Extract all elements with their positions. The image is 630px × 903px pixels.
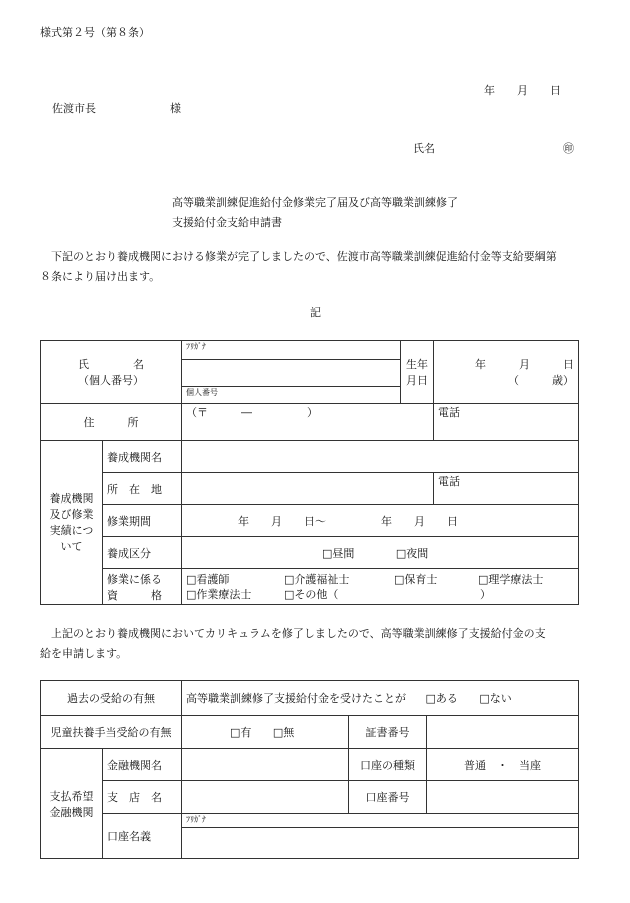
completion-line1: 上記のとおり養成機関においてカリキュラムを修了しましたので、高等職業訓練修了支援給付金の支 — [51, 627, 546, 640]
applicant-name-label: 氏名 — [413, 142, 435, 155]
category-cell[interactable] — [182, 537, 579, 569]
postal-code: （〒 ― ） — [186, 406, 318, 419]
bank-name-label: 金融機関名 — [103, 749, 182, 781]
branch-cell[interactable] — [182, 781, 349, 814]
child-yes[interactable]: □有 — [230, 726, 252, 739]
qual-other[interactable]: □その他（ — [284, 587, 339, 601]
payment-table — [40, 680, 579, 859]
seal-mark: ㊞ — [563, 142, 574, 155]
past-yes[interactable]: □ある — [425, 692, 458, 705]
certificate-number-label: 証書番号 — [349, 716, 427, 749]
intro-line1: 下記のとおり養成機関における修業が完了しましたので、佐渡市高等職業訓練促進給付金等支給要綱第 — [51, 250, 557, 263]
account-holder-cell[interactable] — [182, 828, 579, 859]
past-receipt-question: 高等職業訓練修了支援給付金を受けたことが — [186, 692, 406, 705]
qual-nurse[interactable]: □看護師 — [186, 572, 230, 586]
period-label: 修業期間 — [103, 505, 182, 537]
addressee-honorific: 様 — [170, 102, 181, 115]
birth-label-cell — [401, 341, 434, 404]
document-title-line2: 支援給付金支給申請書 — [172, 216, 282, 229]
location-label: 所 在 地 — [103, 473, 182, 505]
bank-group-label — [41, 749, 103, 859]
name-input-cell[interactable] — [182, 360, 401, 387]
form-number: 様式第２号（第８条） — [40, 26, 150, 39]
past-receipt-label: 過去の受給の有無 — [41, 681, 182, 716]
institution-group-label: 養成機関及び修業実績について — [41, 441, 103, 605]
bank-group-label-1: 支払希望 — [49, 789, 94, 803]
applicant-table — [40, 340, 579, 605]
qual-other-close: ） — [480, 587, 491, 601]
qual-physiotherapist[interactable]: □理学療法士 — [478, 572, 544, 586]
qual-occupational-therapist[interactable]: □作業療法士 — [186, 587, 252, 601]
phone-label-2: 電話 — [438, 475, 460, 488]
mynumber-cell[interactable] — [182, 387, 401, 404]
institution-name-cell[interactable] — [182, 441, 579, 473]
kojin-bango-label: 個人番号 — [186, 388, 218, 397]
category-night[interactable]: □夜間 — [395, 546, 429, 560]
qualification-options — [182, 569, 579, 605]
bank-group-label-2: 金融機関 — [49, 805, 94, 819]
account-type-label: 口座の種類 — [349, 749, 427, 781]
birth-date-value: 年 月 日 — [475, 358, 574, 371]
branch-label: 支 店 名 — [103, 781, 182, 814]
past-no[interactable]: □ない — [479, 692, 512, 705]
child-allowance-cell — [182, 716, 349, 749]
name-label: 氏 名 — [78, 358, 144, 371]
birth-label-2: 月日 — [406, 374, 428, 387]
address-phone-cell[interactable] — [434, 404, 579, 441]
child-no[interactable]: □無 — [272, 726, 295, 739]
child-allowance-label: 児童扶養手当受給の有無 — [41, 716, 182, 749]
date-line: 年 月 日 — [484, 84, 561, 97]
qualification-label — [103, 569, 182, 605]
qualification-label-1: 修業に係る — [107, 572, 162, 586]
address-cell[interactable] — [182, 404, 434, 441]
phone-label: 電話 — [438, 406, 460, 419]
holder-furigana-label: ﾌﾘｶﾞﾅ — [186, 815, 206, 824]
institution-name-label: 養成機関名 — [103, 441, 182, 473]
account-number-label: 口座番号 — [349, 781, 427, 814]
category-day[interactable]: □昼間 — [322, 546, 355, 560]
qual-childcare[interactable]: □保育士 — [394, 572, 438, 586]
qual-care-worker[interactable]: □介護福祉士 — [284, 572, 350, 586]
furigana-cell[interactable] — [182, 341, 401, 360]
bank-name-cell[interactable] — [182, 749, 349, 781]
location-cell[interactable] — [182, 473, 434, 505]
addressee: 佐渡市長 — [52, 102, 96, 115]
ki-heading: 記 — [310, 306, 321, 319]
holder-furigana-cell[interactable] — [182, 814, 579, 828]
period-value[interactable]: 年 月 日～ 年 月 日 — [182, 505, 579, 537]
past-receipt-cell — [182, 681, 579, 716]
document-title-line1: 高等職業訓練促進給付金修業完了届及び高等職業訓練修了 — [172, 196, 458, 209]
name-label-cell — [41, 341, 182, 404]
completion-line2: 給を申請します。 — [40, 647, 128, 660]
birth-label-1: 生年 — [406, 358, 428, 371]
account-holder-label: 口座名義 — [103, 814, 182, 859]
account-number-cell[interactable] — [427, 781, 579, 814]
institution-phone-cell[interactable] — [434, 473, 579, 505]
account-type-value[interactable]: 普通 ・ 当座 — [427, 749, 579, 781]
qualification-label-2: 資 格 — [107, 588, 162, 602]
category-label: 養成区分 — [103, 537, 182, 569]
address-label: 住 所 — [41, 404, 182, 441]
age-value: （ 歳） — [508, 374, 574, 387]
intro-line2: ８条により届け出ます。 — [40, 270, 161, 283]
furigana-label: ﾌﾘｶﾞﾅ — [186, 342, 206, 351]
certificate-number-cell[interactable] — [427, 716, 579, 749]
birth-value-cell[interactable] — [434, 341, 579, 404]
mynumber-label: （個人番号） — [78, 374, 144, 387]
